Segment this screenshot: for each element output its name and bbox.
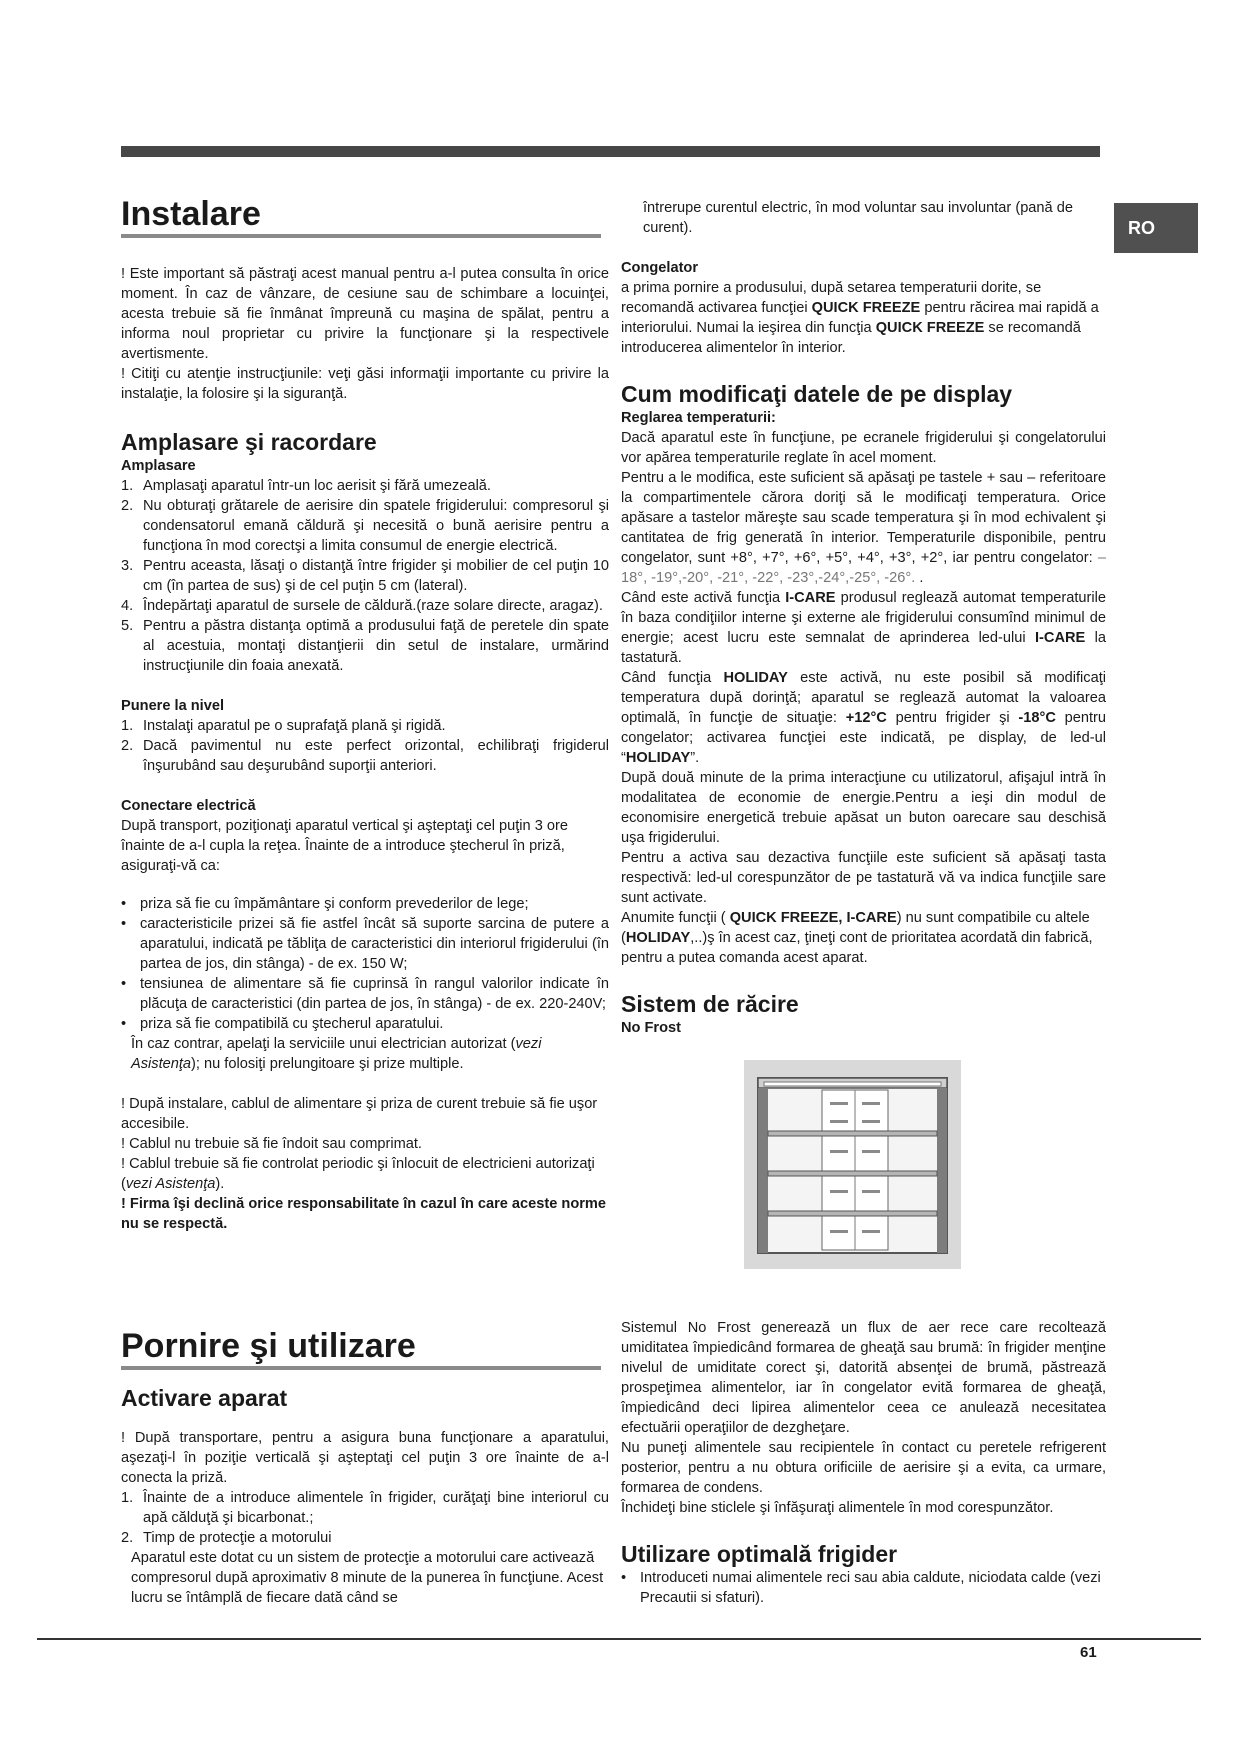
warning-2: ! Cablul nu trebuie să fie îndoit sau comprimat. (121, 1136, 422, 1152)
heading-utilizare: Utilizare optimală frigider (621, 1541, 898, 1567)
list-item: 5. Pentru a păstra distanţa optimă a produsului faţă de peretele din spate al acestuia, montaţi distanţierii din setul de instalare, urmărind instrucţiunile din foaia anexată. (121, 618, 609, 674)
reglare-paragraph-2: Pentru a le modifica, este suficient să apăsaţi pe tastele + sau – referitoare la compartimentele cărora doriţi să le modificaţi temperatura. Orice apăsare a tastelor măreşte sau scade temperatura şi în mod echivalent şi cantitatea de frig generată în interior. Temperaturile disponibile, pentru congelator, sunt +8°, +7°, +6°, +5°, +4°, +3°, +2°, iar pentru congelator: –18°, -19°,-20°, -21°, -22°, -23°,-24°,-25°, -26°. . (621, 470, 1106, 586)
language-tab: RO (1114, 203, 1198, 253)
heading-conectare: Conectare electrică (121, 798, 256, 814)
heading-punere-nivel: Punere la nivel (121, 698, 225, 714)
warning-1: ! După instalare, cablul de alimentare şi priza de curent trebuie să fie uşor accesibile. (121, 1096, 598, 1132)
list-item: • priza să fie cu împământare şi conform prevederilor de lege; (121, 894, 609, 914)
heading-amplasare-racordare: Amplasare şi racordare (121, 429, 377, 455)
reglare-paragraph-1: Dacă aparatul este în funcţiune, pe ecranele frigiderului şi congelatorului vor apărea temperaturile reglate în acel moment. (621, 430, 1106, 466)
page-number: 61 (1080, 1644, 1097, 1661)
list-item: 2. Nu obturaţi grătarele de aerisire din spatele frigiderului: compresorul şi condensatorul emană căldură şi necesită o bună aerisire pentru a funcţiona în mod corectşi a limita consumul de energie electrică. (121, 498, 609, 554)
contrar-paragraph: În caz contrar, apelaţi la serviciile unui electrician autorizat (vezi Asistenţa); nu folosiţi prelungitoare şi prize multiple. (131, 1036, 542, 1072)
icare-paragraph: Când este activă funcţia I-CARE produsul reglează automat temperaturile în baza condiţiilor interne şi externe ale frigiderului consumînd minimul de energie; acest lucru este semnalat de aprinderea led-ului I-CARE la tastatură. (621, 590, 1106, 666)
warning-3: ! Cablul trebuie să fie controlat periodic şi înlocuit de electricieni autorizaţi (vezi Asistenţa). (121, 1156, 595, 1192)
economie-paragraph: După două minute de la prima interacţiune cu utilizatorul, afişajul intră în modalitatea de economie de energie.Pentru a ieşi din modul de economisire energetică trebuie apăsat un buton oarecare sau deschisă uşa frigiderului. (621, 770, 1106, 846)
nofrost-paragraph-3: Închideţi bine sticlele şi înfăşuraţi alimentele în mod corespunzător. (621, 1500, 1054, 1516)
list-item: • caracteristicile prizei să fie astfel încât să suporte sarcina de putere a aparatului, indicată pe tăbliţa de caracteristici din interiorul frigiderului (în partea de jos, din stânga) - de ex. 150 W; (121, 914, 609, 974)
activare-paragraph: ! După transportare, pentru a asigura buna funcţionare a aparatului, aşezaţi-l în poziţie verticală şi aşteptaţi cel puţin 3 ore înainte de a-l conecta la priză. (121, 1430, 609, 1486)
continued-paragraph: întrerupe curentul electric, în mod voluntar sau involuntar (pană de curent). (643, 200, 1073, 236)
list-item: 1. Instalaţi aparatul pe o suprafaţă plană şi rigidă. (121, 718, 446, 734)
heading-display: Cum modificaţi datele de pe display (621, 381, 1013, 407)
utilizare-bullets (621, 1568, 1106, 1608)
left-column-bottom (121, 1324, 609, 1608)
motor-paragraph: Aparatul este dotat cu un sistem de protecţie a motorului care activează compresorul după aproximativ 8 minute de la punerea în funcţiune. Acest lucru se întâmplă de fiecare dată când se (131, 1550, 604, 1606)
list-item: 4. Îndepărtaţi aparatul de sursele de căldură.(raze solare directe, aragaz). (121, 598, 603, 614)
heading-sistem-racire: Sistem de răcire (621, 991, 799, 1017)
holiday-paragraph: Când funcţia HOLIDAY este activă, nu este posibil să modificaţi temperatura după dorinţă; aparatul se reglează automat la valoarea optimală, în funcţie de situaţie: +12°C pentru frigider şi -18°C pentru congelator; activarea funcţiei este indicată, pe display, de led-ul “HOLIDAY”. (621, 670, 1107, 766)
activare-functii-paragraph: Pentru a activa sau dezactiva funcţiile este suficient să apăsaţi tasta respectivă: led-ul corespunzător de pe tastatură vă va indica funcţiile sare sunt activate. (621, 850, 1106, 906)
bottom-rule (37, 1638, 1201, 1640)
section-title-pornire: Pornire şi utilizare (121, 1324, 601, 1370)
heading-no-frost: No Frost (621, 1020, 681, 1036)
activare-list (121, 1488, 609, 1548)
list-item: • tensiunea de alimentare să fie cuprinsă în rangul valorilor indicate în plăcuţa de caracteristici (din partea de jos, în stânga) - de ex. 220-240V; (121, 974, 609, 1014)
right-column-bottom (621, 1318, 1106, 1608)
conectare-bullets (121, 894, 609, 1034)
nofrost-paragraph-2: Nu puneţi alimentele sau recipientele în contact cu peretele refrigerent posterior, pentru a nu obtura orificiile de aerisire şi a evita, ca urmare, formarea de condens. (621, 1440, 1106, 1496)
heading-reglarea: Reglarea temperaturii: (621, 410, 776, 426)
list-item: 1. Amplasaţi aparatul într-un loc aerisit şi fără umezeală. (121, 478, 491, 494)
nofrost-paragraph-1: Sistemul No Frost generează un flux de aer rece care recoltează umiditatea împiedicând formarea de gheaţă sau brumă: în frigider menţine nivelul de umiditate corect şi, datorită absenţei de brumă, păstrează prospeţimea alimentelor, iar în congelator evită formarea de gheaţă, împiedicând deci lipirea alimentelor ceea ce anulează necesitatea efectuării operaţiilor de dezgheţare. (621, 1320, 1106, 1436)
fridge-illustration (744, 1060, 961, 1269)
heading-activare: Activare aparat (121, 1385, 288, 1411)
top-rule (121, 146, 1100, 157)
list-item: 2. Dacă pavimentul nu este perfect orizontal, echilibraţi frigiderul înşurubând sau deşurubând suporţii anteriori. (121, 738, 609, 774)
amplasare-list (121, 476, 609, 676)
list-item: 1. Înainte de a introduce alimentele în frigider, curăţaţi bine interiorul cu apă călduţă şi bicarbonat.; (121, 1490, 609, 1526)
heading-congelator: Congelator (621, 260, 699, 276)
list-item: 3. Pentru aceasta, lăsaţi o distanţă între frigider şi mobilier de cel puţin 10 cm (în partea de sus) şi de cel puţin 5 cm (lateral). (121, 558, 609, 594)
punere-list (121, 716, 609, 776)
list-item: • priza să fie compatibilă cu ştecherul aparatului. (121, 1014, 609, 1034)
left-column (121, 192, 609, 1234)
list-item: • Introduceti numai alimentele reci sau abia caldute, niciodata calde (vezi Precautii si sfaturi). (621, 1568, 1106, 1608)
conectare-paragraph: După transport, poziţionaţi aparatul vertical şi aşteptaţi cel puţin 3 ore înainte de a-l cupla la reţea. Înainte de a introduce ştecherul în priză, asiguraţi-vă ca: (121, 818, 568, 874)
compatibilitate-paragraph: Anumite funcţii ( QUICK FREEZE, I-CARE) nu sunt compatibile cu altele (HOLIDAY,..)ş în acest caz, ţineţi cont de prioritatea acordată din fabrică, pentru a putea comanda acest aparat. (621, 910, 1093, 966)
warning-4: ! Firma îşi declină orice responsabilitate în cazul în care aceste norme nu se respectă. (121, 1196, 607, 1232)
congelator-paragraph: a prima pornire a produsului, după setarea temperaturii dorite, se recomandă activarea funcţiei QUICK FREEZE pentru răcirea mai rapidă a interiorului. Numai la ieşirea din funcţia QUICK FREEZE se recomandă introducerea alimentelor în interior. (621, 280, 1099, 356)
right-column (621, 198, 1106, 1038)
section-title-instalare: Instalare (121, 192, 601, 238)
intro-paragraph: ! Este important să păstraţi acest manual pentru a-l putea consulta în orice moment. În caz de vânzare, de cesiune sau de schimbare a locuinţei, acesta trebuie să fie înmânat împreună cu maşina de spălat, pentru a informa noul proprietar cu privire la funcţionare şi la respectivele avertismente. (121, 266, 609, 362)
intro-paragraph-2: ! Citiţi cu atenţie instrucţiunile: veţi găsi informaţii importante cu privire la instalaţie, la folosire şi la siguranţă. (121, 366, 609, 402)
list-item: 2. Timp de protecţie a motorului (121, 1530, 332, 1546)
heading-amplasare: Amplasare (121, 458, 196, 474)
